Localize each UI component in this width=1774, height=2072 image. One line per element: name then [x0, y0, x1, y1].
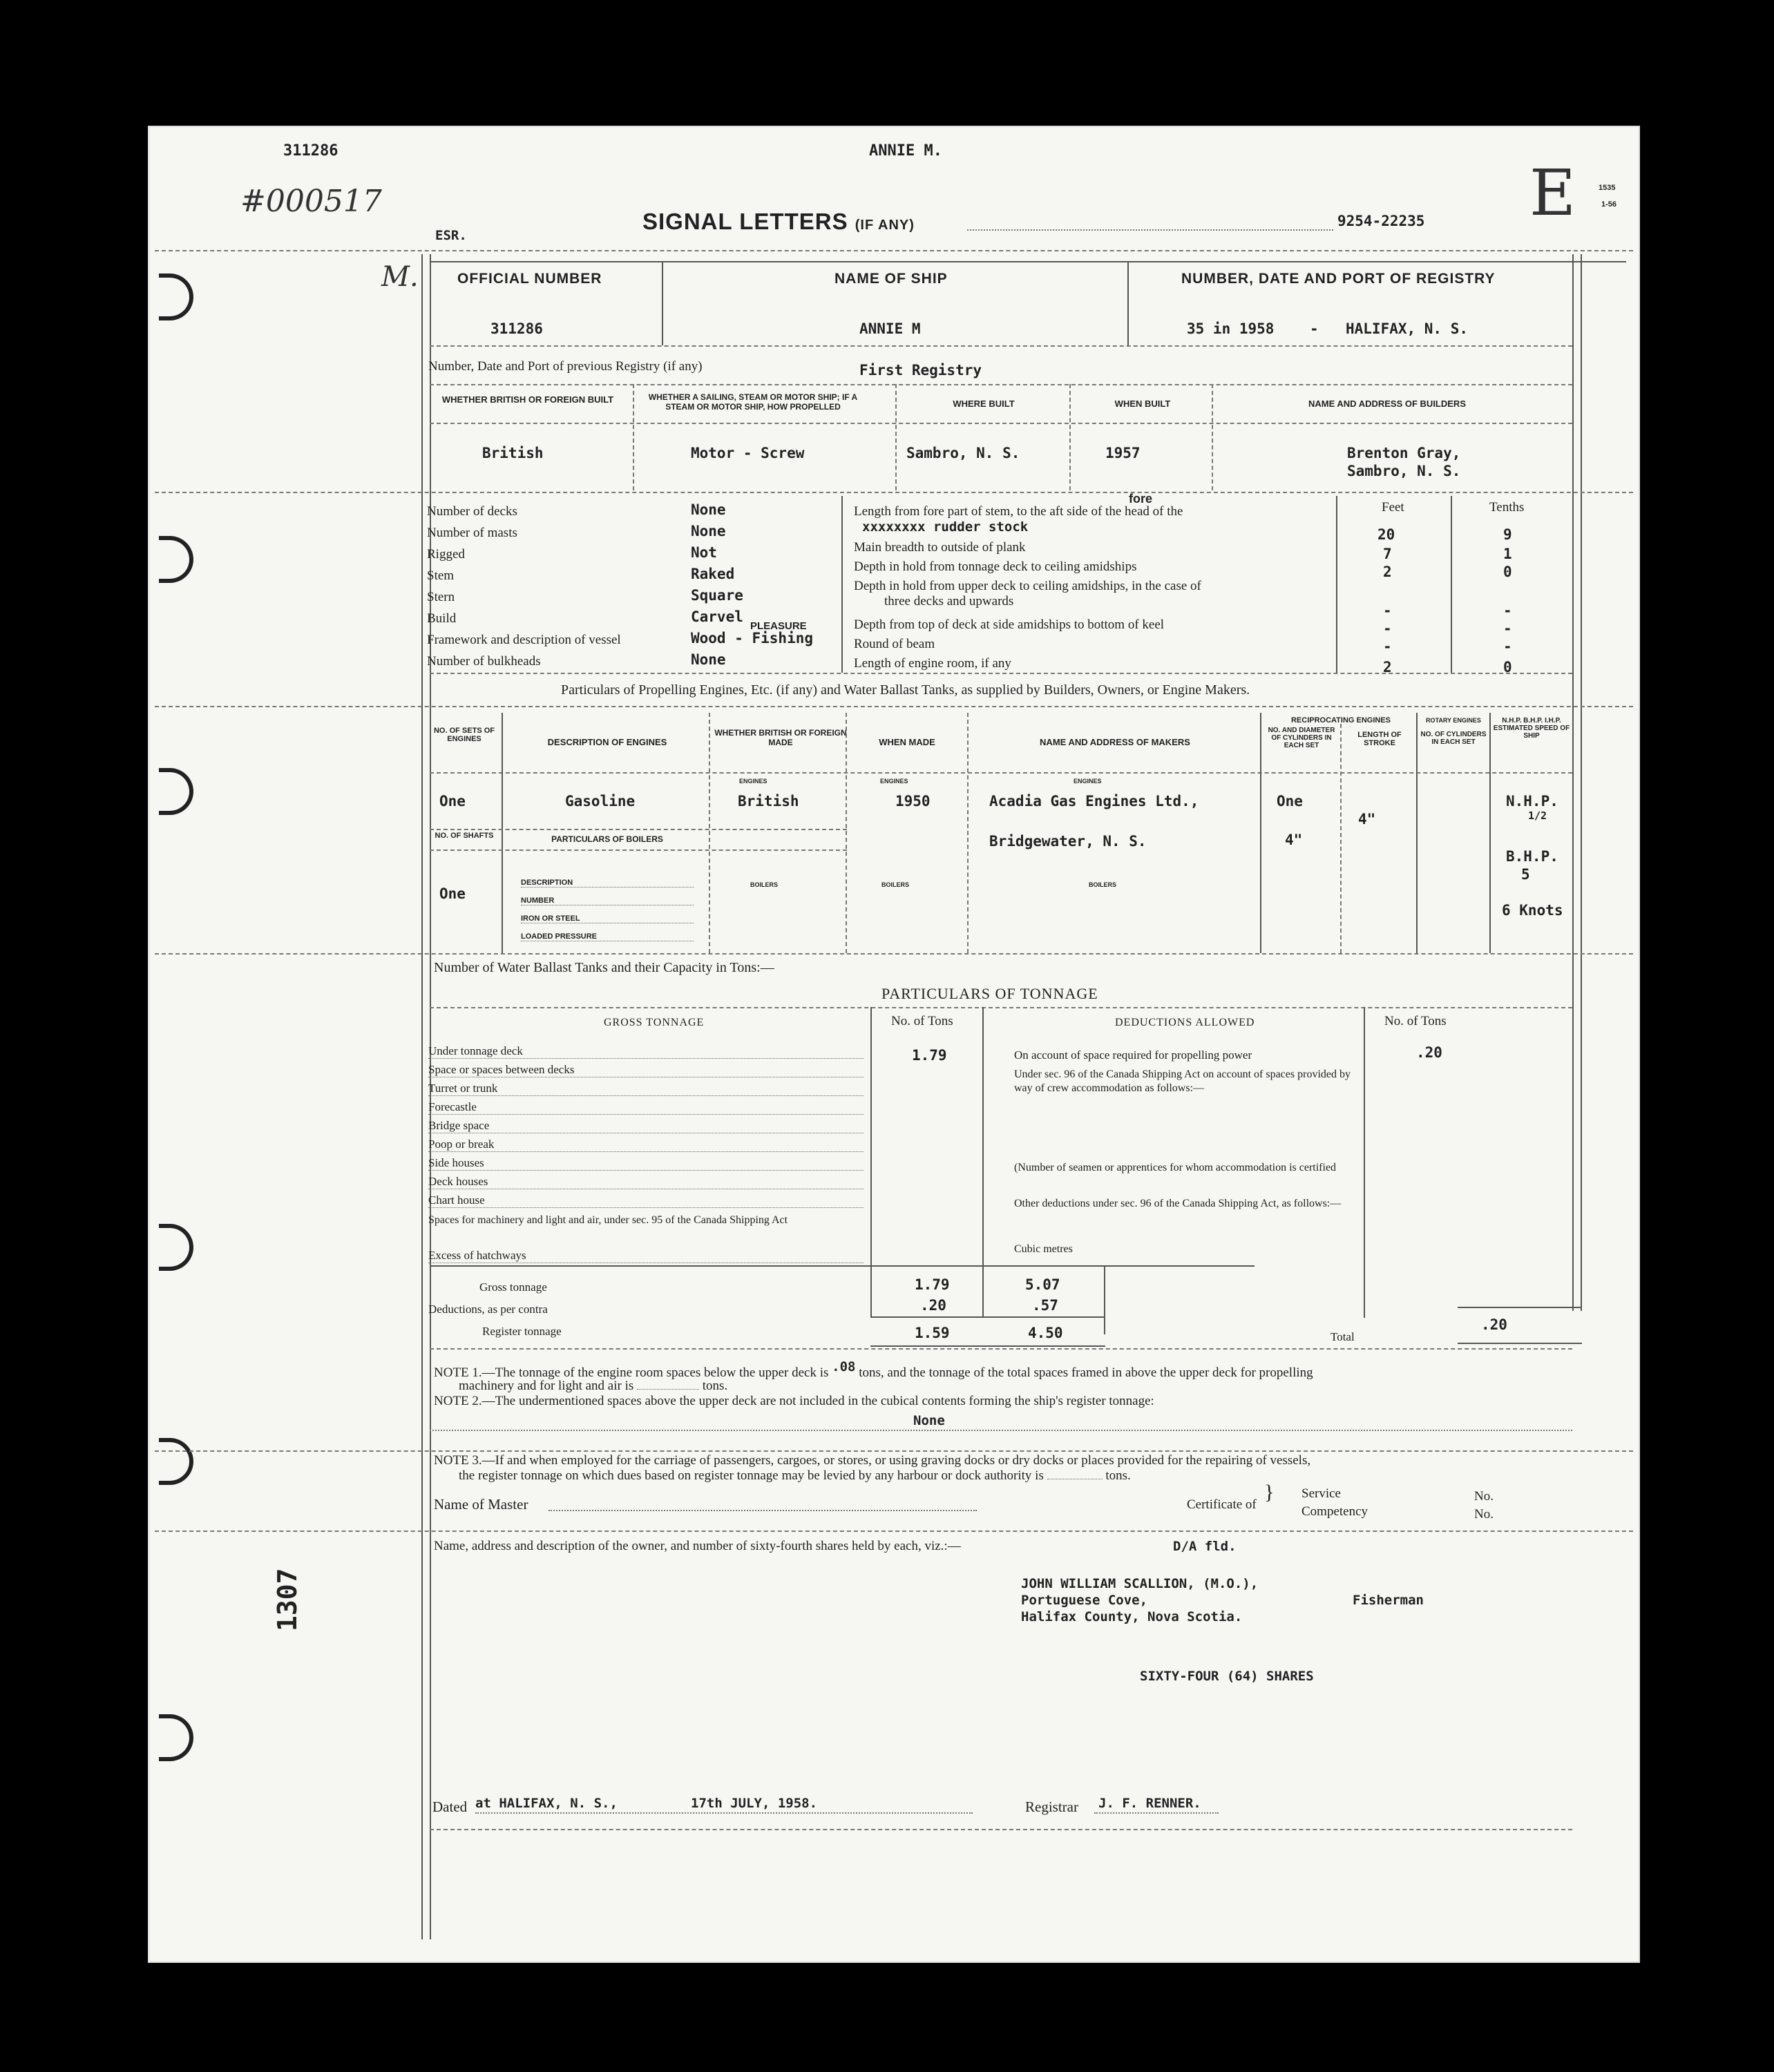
owner-da: D/A fld.	[1173, 1539, 1237, 1554]
shafts-value: One	[439, 885, 466, 902]
engines-sublabel: ENGINES	[880, 778, 908, 785]
particular-label: Rigged	[427, 547, 465, 562]
total-rule	[1458, 1343, 1582, 1344]
note2-value: None	[913, 1413, 945, 1428]
british-built-value: British	[482, 445, 544, 461]
master-divider	[155, 1531, 1633, 1532]
deduction-propelling-label: On account of space required for propelling power	[1014, 1048, 1252, 1062]
engine-col-divider	[1416, 713, 1418, 953]
ship-name-header: NAME OF SHIP	[834, 271, 948, 287]
left-margin-rule	[421, 254, 423, 1939]
particular-label: Build	[427, 611, 457, 626]
particular-label: Framework and description of vessel	[427, 633, 621, 647]
dimension-label-extra: three decks and upwards	[884, 594, 1014, 608]
particular-label: Number of masts	[427, 526, 517, 540]
punch-hole	[159, 274, 193, 320]
particular-value: Carvel	[691, 608, 743, 625]
tonnage-col-divider	[982, 1007, 984, 1318]
owner-address-line1: Portuguese Cove,	[1021, 1593, 1148, 1608]
shafts-header-divider	[430, 850, 847, 851]
shafts-header: NO. OF SHAFTS	[435, 832, 494, 840]
rotary-header: ROTARY ENGINES	[1426, 717, 1481, 724]
boiler-field: IRON OR STEEL	[521, 914, 694, 923]
feet-value: -	[1383, 638, 1392, 655]
build-col-divider	[895, 384, 897, 490]
competency-number-label: No.	[1474, 1507, 1494, 1522]
build-col-divider	[633, 384, 634, 490]
engines-title-divider	[155, 706, 1633, 707]
punch-hole	[159, 1224, 193, 1271]
dimension-label: Length of engine room, if any	[854, 656, 1011, 671]
ballast-tanks-label: Number of Water Ballast Tanks and their Capacity in Tons:—	[434, 960, 774, 975]
registrar-line	[1094, 1812, 1219, 1814]
deductions-header: DEDUCTIONS ALLOWED	[1115, 1017, 1255, 1028]
tenths-value: 0	[1503, 564, 1512, 580]
footer-divider	[430, 1829, 1572, 1830]
tenths-value: -	[1503, 620, 1512, 637]
particular-value: Square	[691, 587, 743, 604]
engine-when-header: WHEN MADE	[879, 737, 935, 747]
build-divider	[155, 492, 1633, 493]
propulsion-header: WHETHER A SAILING, STEAM OR MOTOR SHIP; IF A STEAM OR MOTOR SHIP, HOW PROPELLED	[648, 392, 858, 412]
gross-tonnage-header: GROSS TONNAGE	[604, 1017, 705, 1028]
service-label: Service	[1301, 1486, 1341, 1501]
official-number-header: OFFICIAL NUMBER	[457, 271, 602, 287]
bhp-value: 5	[1521, 866, 1530, 883]
corner-letter-mark: E	[1529, 156, 1576, 230]
speed-value: 6 Knots	[1502, 902, 1563, 919]
tonnage-col-divider	[1364, 1007, 1365, 1318]
handwritten-margin-mark: M.	[381, 261, 419, 293]
where-built-header: WHERE BUILT	[953, 399, 1015, 409]
tonnage-top-rule	[430, 1007, 1572, 1008]
particular-label: Stem	[427, 568, 455, 583]
punch-hole	[159, 768, 193, 815]
engines-sublabel: ENGINES	[1074, 778, 1102, 785]
dimension-label-extra: xxxxxxxx rudder stock	[862, 519, 1029, 535]
gross-row-label: Forecastle	[428, 1100, 864, 1115]
particulars-divider	[841, 496, 843, 673]
nhp-label: N.H.P.	[1506, 793, 1558, 809]
header-divider	[155, 250, 1633, 251]
tenths-value: 1	[1503, 546, 1512, 562]
ship-name-value: ANNIE M	[859, 320, 921, 337]
signal-letters-line	[967, 229, 1333, 231]
gross-tonnage-label: Gross tonnage	[479, 1280, 547, 1294]
dimension-label: Depth in hold from upper deck to ceiling amidships, in the case of	[854, 579, 1201, 593]
engine-cylinders-value: One	[1277, 793, 1303, 809]
build-header-divider	[430, 423, 1572, 424]
builders-header: NAME AND ADDRESS OF BUILDERS	[1308, 399, 1466, 409]
gross-tons-header: No. of Tons	[891, 1014, 953, 1028]
engine-made-header: WHETHER BRITISH OR FOREIGN MADE	[714, 728, 847, 747]
builder-address-value: Sambro, N. S.	[1347, 463, 1461, 479]
shafts-divider	[430, 829, 847, 830]
tenths-value: -	[1503, 638, 1512, 655]
feet-column-rule	[1336, 496, 1337, 673]
gross-tonnage-cubic: 5.07	[1025, 1276, 1060, 1293]
particular-value: None	[691, 501, 726, 518]
competency-label: Competency	[1301, 1504, 1368, 1519]
registry-document	[148, 126, 1640, 1963]
deduction-seamen-label: (Number of seamen or apprentices for whom accommodation is certified	[1014, 1162, 1337, 1173]
punch-hole	[159, 1438, 193, 1485]
gross-row-label: Side houses	[428, 1156, 864, 1171]
particular-value: None	[691, 523, 726, 539]
deduction-other-label: Other deductions under sec. 96 of the Canada Shipping Act, as follows:—	[1014, 1198, 1342, 1209]
registrar-name: J. F. RENNER.	[1098, 1796, 1201, 1811]
feet-value: -	[1383, 602, 1392, 619]
reference-number: 9254-22235	[1337, 213, 1425, 229]
owner-shares: SIXTY-FOUR (64) SHARES	[1140, 1669, 1314, 1684]
tonnage-col-divider	[870, 1007, 872, 1318]
engine-col-divider	[709, 713, 710, 953]
engine-makers-header: NAME AND ADDRESS OF MAKERS	[1040, 737, 1190, 747]
dimension-label: Length from fore part of stem, to the aft side of the head of the	[854, 504, 1183, 519]
dated-label: Dated	[432, 1798, 468, 1815]
engine-col-divider	[1340, 724, 1342, 953]
handwritten-file-number: #000517	[240, 184, 382, 219]
engine-year-value: 1950	[895, 793, 931, 809]
particular-value: Not	[691, 544, 717, 561]
esr-mark: ESR.	[435, 228, 467, 243]
boilers-sublabel: BOILERS	[1089, 881, 1117, 888]
engine-made-value: British	[738, 793, 799, 809]
engine-sets-value: One	[439, 793, 466, 809]
particular-value: Raked	[691, 566, 735, 582]
engines-title: Particulars of Propelling Engines, Etc. (if any) and Water Ballast Tanks, as supplied by Builders, Owners, or Engine Makers.	[561, 682, 1250, 698]
note1-continuation: machinery and for light and air is tons.	[459, 1379, 728, 1393]
british-built-header: WHETHER BRITISH OR FOREIGN BUILT	[441, 394, 614, 405]
engine-col-divider	[967, 713, 969, 953]
registry-col-divider	[662, 261, 663, 345]
tenths-header: Tenths	[1489, 500, 1525, 515]
right-margin-rule-outer	[1581, 254, 1582, 1311]
dated-line	[475, 1812, 973, 1814]
tonnage-bottom	[430, 1348, 1572, 1350]
register-tonnage-label: Register tonnage	[482, 1325, 562, 1338]
deductions-contra-tons: .20	[920, 1297, 946, 1314]
boilers-header: PARTICULARS OF BOILERS	[551, 834, 663, 844]
master-name-line	[549, 1510, 977, 1511]
boiler-field: NUMBER	[521, 896, 694, 905]
engine-stroke-value: 4"	[1358, 811, 1376, 827]
power-header: N.H.P. B.H.P. I.H.P. ESTIMATED SPEED OF SHIP	[1493, 717, 1570, 740]
owner-occupation: Fisherman	[1353, 1593, 1424, 1608]
rotary-cylinders-header: NO. OF CYLINDERS IN EACH SET	[1420, 731, 1487, 746]
registry-divider	[430, 345, 1572, 347]
dimension-label: Main breadth to outside of plank	[854, 540, 1026, 555]
note3-continuation: the register tonnage on which dues based on register tonnage may be levied by any harbour or dock authority is tons.	[459, 1468, 1131, 1483]
boilers-sublabel: BOILERS	[881, 881, 910, 888]
feet-value: -	[1383, 620, 1392, 637]
certificate-label: Certificate of	[1187, 1497, 1257, 1512]
total-label: Total	[1330, 1330, 1355, 1343]
engine-col-divider	[1260, 713, 1261, 953]
total-deductions-value: .20	[1481, 1316, 1507, 1333]
engines-sublabel: ENGINES	[739, 778, 767, 785]
total-rule	[1458, 1307, 1582, 1308]
feet-header: Feet	[1382, 500, 1404, 515]
tenths-value: -	[1503, 602, 1512, 619]
corner-stamp-number: 1535	[1599, 184, 1616, 192]
reciprocating-header: RECIPROCATING ENGINES	[1290, 716, 1391, 725]
feet-value: 20	[1377, 526, 1395, 543]
register-rule	[870, 1345, 1105, 1347]
feet-value: 7	[1383, 546, 1392, 562]
pleasure-overwrite: PLEASURE	[750, 620, 807, 632]
fore-insert: fore	[1129, 492, 1153, 506]
sets-header: NO. OF SETS OF ENGINES	[433, 727, 495, 743]
gross-row-label: Deck houses	[428, 1175, 864, 1189]
cubic-col-rule	[1104, 1265, 1105, 1334]
punch-hole	[159, 1714, 193, 1761]
owner-label: Name, address and description of the owner, and number of sixty-fourth shares held by each, viz.:—	[434, 1539, 961, 1553]
previous-registry-value: First Registry	[859, 362, 982, 378]
top-registry-number: 311286	[283, 142, 338, 160]
engines-header-divider	[430, 772, 1572, 774]
nhp-value: 1/2	[1528, 809, 1547, 822]
engine-maker-value: Acadia Gas Engines Ltd.,	[989, 793, 1199, 809]
where-built-value: Sambro, N. S.	[906, 445, 1020, 461]
deduction-tons-header: No. of Tons	[1384, 1014, 1447, 1028]
deductions-contra-label: Deductions, as per contra	[428, 1303, 548, 1316]
particular-value: Wood - Fishing	[691, 630, 814, 646]
port-name-value: HALIFAX, N. S.	[1346, 320, 1469, 337]
particular-label: Number of bulkheads	[427, 654, 541, 669]
build-col-divider	[1069, 384, 1071, 490]
port-dash: -	[1310, 320, 1319, 337]
engine-cylinder-diameter: 4"	[1285, 832, 1303, 848]
engine-col-divider	[1489, 713, 1491, 953]
engine-maker-address: Bridgewater, N. S.	[989, 833, 1147, 850]
service-number-label: No.	[1474, 1489, 1494, 1504]
propulsion-value: Motor - Screw	[691, 445, 805, 461]
note2-text: NOTE 2.—The undermentioned spaces above the upper deck are not included in the cubical contents forming the ship's register tonnage:	[434, 1394, 1154, 1408]
previous-divider	[430, 384, 1572, 385]
gross-row-label: Spaces for machinery and light and air, under sec. 95 of the Canada Shipping Act	[428, 1214, 788, 1226]
feet-value: 2	[1383, 659, 1392, 675]
engine-col-divider	[502, 713, 503, 953]
register-tonnage-cubic: 4.50	[1028, 1325, 1063, 1341]
gross-row-label: Excess of hatchways	[428, 1249, 864, 1263]
gross-tonnage-tons: 1.79	[915, 1276, 950, 1293]
signal-letters-title: SIGNAL LETTERS (IF ANY)	[642, 209, 915, 234]
top-ship-name: ANNIE M.	[869, 142, 942, 160]
deduction-propelling-value: .20	[1416, 1044, 1442, 1061]
master-name-label: Name of Master	[434, 1496, 528, 1513]
register-rule	[870, 1316, 1105, 1318]
dated-date: 17th JULY, 1958.	[691, 1796, 818, 1811]
boiler-field: DESCRIPTION	[521, 879, 694, 888]
corner-stamp-code: 1-56	[1601, 200, 1617, 209]
boiler-field: LOADED PRESSURE	[521, 932, 694, 941]
owner-address-line2: Halifax County, Nova Scotia.	[1021, 1609, 1243, 1624]
notes-divider	[155, 1450, 1633, 1452]
registry-col-divider	[1127, 261, 1129, 345]
right-margin-rule	[1572, 254, 1574, 1311]
deductions-contra-cubic: .57	[1032, 1297, 1058, 1314]
certificate-brace: }	[1264, 1481, 1275, 1504]
build-col-divider	[1212, 384, 1213, 490]
dimension-label: Depth from top of deck at side amidships to bottom of keel	[854, 617, 1165, 632]
punch-hole	[159, 536, 193, 583]
register-tonnage-tons: 1.59	[915, 1325, 950, 1341]
note3-text: NOTE 3.—If and when employed for the carriage of passengers, cargoes, or stores, or using graving docks or dry docks or places provided for the repairing of vessels,	[434, 1453, 1311, 1468]
deduction-crew-label: Under sec. 96 of the Canada Shipping Act on account of spaces provided by way of crew accommodation as follows:—	[1014, 1068, 1351, 1094]
official-number-value: 311286	[490, 320, 543, 337]
owner-name: JOHN WILLIAM SCALLION, (M.O.),	[1021, 1576, 1259, 1591]
cylinders-header: NO. AND DIAMETER OF CYLINDERS IN EACH SET	[1268, 727, 1335, 749]
particular-label: Number of decks	[427, 504, 517, 519]
previous-registry-label: Number, Date and Port of previous Registry (if any)	[428, 359, 703, 374]
when-built-value: 1957	[1105, 445, 1141, 461]
note1-text: NOTE 1.—The tonnage of the engine room spaces below the upper deck is .08 tons, and the tonnage of the total spaces framed in above the upper deck for propelling	[434, 1359, 1313, 1380]
margin-number: 1307	[272, 1568, 303, 1631]
stroke-header: LENGTH OF STROKE	[1357, 731, 1402, 747]
gross-row-label: Bridge space	[428, 1119, 864, 1133]
gross-row-label: Poop or break	[428, 1138, 864, 1152]
engines-bottom	[155, 953, 1633, 955]
dimension-label: Round of beam	[854, 637, 935, 651]
port-of-registry-header: NUMBER, DATE AND PORT OF REGISTRY	[1181, 271, 1496, 287]
engine-description-header: DESCRIPTION OF ENGINES	[547, 737, 667, 747]
bhp-label: B.H.P.	[1506, 848, 1558, 865]
tenths-value: 9	[1503, 526, 1512, 543]
registrar-label: Registrar	[1025, 1798, 1078, 1815]
form-top-rule	[430, 261, 1626, 262]
builder-name-value: Brenton Gray,	[1347, 445, 1461, 461]
when-built-header: WHEN BUILT	[1114, 399, 1171, 409]
tenths-value: 0	[1503, 659, 1512, 675]
gross-row-label: Chart house	[428, 1193, 864, 1208]
gross-row-label: Under tonnage deck	[428, 1044, 864, 1059]
note2-line	[430, 1430, 1572, 1431]
engine-description-value: Gasoline	[565, 793, 636, 809]
particulars-bottom	[430, 673, 1572, 674]
tenths-column-rule	[1451, 496, 1452, 673]
port-number-value: 35 in 1958	[1187, 320, 1275, 337]
boilers-sublabel: BOILERS	[750, 881, 779, 888]
cubic-metres-label: Cubic metres	[1014, 1243, 1073, 1255]
particular-value: None	[691, 651, 726, 668]
feet-value: 2	[1383, 564, 1392, 580]
dated-place: at HALIFAX, N. S.,	[475, 1796, 618, 1811]
gross-row-label: Turret or trunk	[428, 1082, 864, 1096]
dimension-label: Depth in hold from tonnage deck to ceiling amidships	[854, 559, 1137, 574]
under-deck-tons: 1.79	[912, 1047, 947, 1064]
engine-col-divider	[846, 713, 847, 953]
tonnage-title: PARTICULARS OF TONNAGE	[881, 985, 1098, 1002]
particular-label: Stern	[427, 590, 455, 604]
gross-summary-rule	[430, 1265, 1255, 1267]
gross-row-label: Space or spaces between decks	[428, 1063, 864, 1077]
